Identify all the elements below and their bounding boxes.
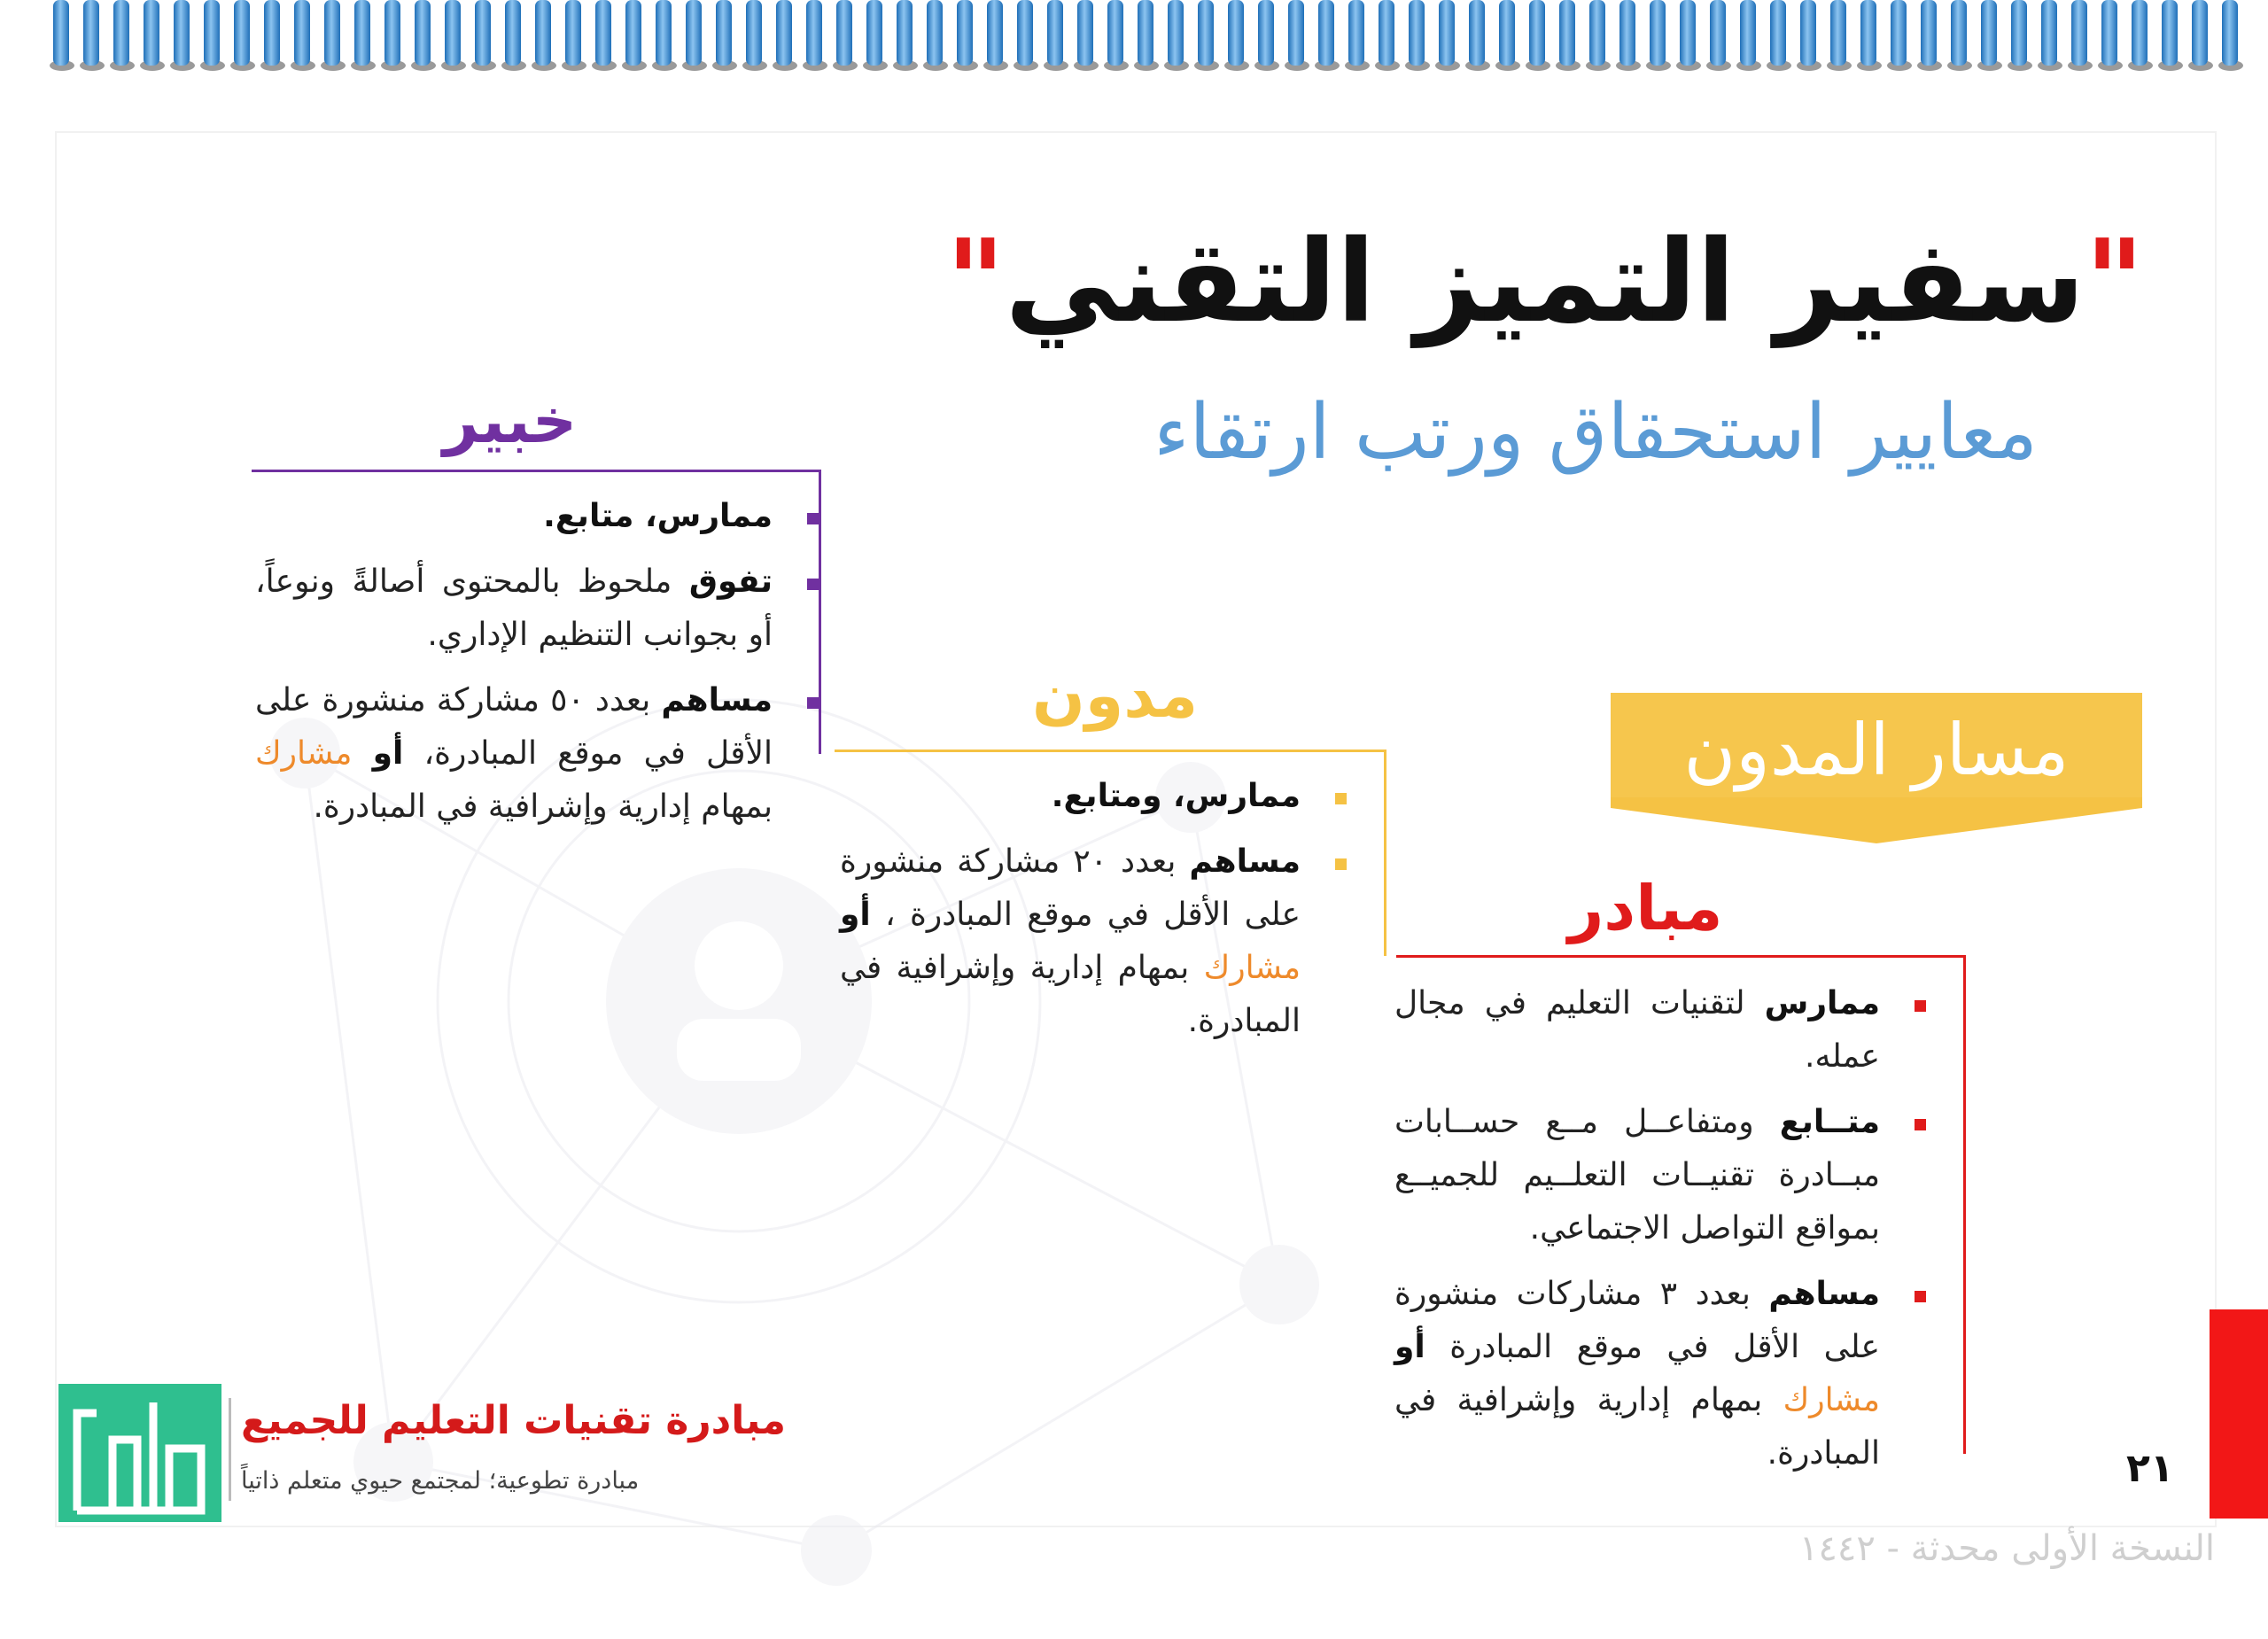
coil-ring <box>324 0 340 66</box>
coil-ring <box>987 0 1003 66</box>
item-or: أو <box>1394 1329 1425 1365</box>
coil-ring <box>595 0 611 66</box>
rank-title-blogger: مدون <box>1032 659 1199 732</box>
coil-ring <box>1891 0 1907 66</box>
coil-ring <box>957 0 973 66</box>
coil-ring <box>1650 0 1666 66</box>
track-label: مسار المدون <box>1683 709 2070 791</box>
bullet-square-icon <box>1915 1291 1926 1302</box>
item-text: بعدد ٥٠ مشاركة منشورة على الأقل في موقع المبادرة، <box>255 682 773 772</box>
item-text: بعدد ٢٠ مشاركة منشورة على الأقل في موقع المبادرة ، <box>840 843 1301 933</box>
page-title <box>945 216 2144 348</box>
coil-ring <box>866 0 882 66</box>
bullet-square-icon <box>1335 793 1347 804</box>
criteria-panel-blogger <box>835 750 1386 1039</box>
spiral-binding <box>0 0 2268 84</box>
coil-ring <box>746 0 762 66</box>
title-quote-open: " <box>2085 216 2144 348</box>
title-quote-close: " <box>945 216 1006 348</box>
coil-ring <box>475 0 491 66</box>
coil-ring <box>1529 0 1545 66</box>
version-note: النسخة الأولى محدثة - ١٤٤٢ <box>1798 1528 2215 1569</box>
list-item <box>255 555 773 662</box>
coil-ring <box>1318 0 1334 66</box>
item-bold: ممارس، ومتابع. <box>1051 778 1301 814</box>
coil-ring <box>1770 0 1786 66</box>
item-highlight: مشارك <box>255 735 373 772</box>
coil-ring <box>836 0 852 66</box>
coil-ring <box>415 0 431 66</box>
criteria-list <box>1394 958 1880 1480</box>
list-item <box>255 674 773 834</box>
list-item <box>1394 1268 1880 1480</box>
coil-ring <box>1981 0 1997 66</box>
coil-ring <box>1107 0 1123 66</box>
rank-title-initiator: مبادر <box>1568 872 1723 944</box>
coil-ring <box>1168 0 1184 66</box>
bullet-square-icon <box>1915 1000 1926 1012</box>
coil-ring <box>1619 0 1635 66</box>
coil-ring <box>2011 0 2027 66</box>
item-tail: بمهام إدارية وإشرافية في المبادرة. <box>840 950 1301 1039</box>
page-subtitle: معايير استحقاق ورتب ارتقاء <box>1153 388 2038 477</box>
coil-ring <box>354 0 370 66</box>
coil-ring <box>1047 0 1063 66</box>
coil-ring <box>1258 0 1274 66</box>
coil-ring <box>656 0 672 66</box>
coil-ring <box>1138 0 1153 66</box>
coil-ring <box>897 0 913 66</box>
list-item <box>840 770 1301 823</box>
bullet-square-icon <box>807 697 819 709</box>
coil-ring <box>1228 0 1244 66</box>
rank-title-expert: خبير <box>443 385 578 457</box>
coil-ring <box>445 0 461 66</box>
item-tail: بمهام إدارية وإشرافية في المبادرة. <box>313 788 773 825</box>
coil-ring <box>2162 0 2178 66</box>
coil-ring <box>776 0 792 66</box>
criteria-list <box>255 472 773 834</box>
coil-ring <box>294 0 310 66</box>
item-bold: ممارس، متابع. <box>543 498 773 534</box>
coil-ring <box>927 0 943 66</box>
item-text: ملحوظ بالمحتوى أصالةً ونوعاً، أو بجوانب التنظيم الإداري. <box>255 563 773 653</box>
item-text: بعدد ٣ مشاركات منشورة على الأقل في موقع المبادرة <box>1394 1276 1880 1365</box>
coil-ring <box>1469 0 1485 66</box>
item-text: لتقنيات التعليم في مجال عمله. <box>1394 985 1880 1075</box>
coil-ring <box>1288 0 1304 66</box>
coil-ring <box>144 0 159 66</box>
page-edge-tab <box>2210 1309 2268 1519</box>
coil-ring <box>1348 0 1364 66</box>
item-bold: مساهم <box>1768 1276 1880 1312</box>
coil-ring <box>234 0 250 66</box>
list-item <box>255 490 773 543</box>
coil-ring <box>1800 0 1816 66</box>
coil-ring <box>1589 0 1605 66</box>
coil-ring <box>113 0 129 66</box>
coil-ring <box>1680 0 1696 66</box>
list-item <box>840 835 1301 1048</box>
coil-ring <box>2132 0 2148 66</box>
item-text: ومتفاعــل مــع حســابات مبــادرة تقنيــات التعلــيم للجميــع بمواقع التواصل الاجتماعي. <box>1394 1104 1880 1247</box>
coil-ring <box>2101 0 2117 66</box>
coil-ring <box>1830 0 1846 66</box>
coil-ring <box>2192 0 2208 66</box>
bullet-square-icon <box>807 579 819 590</box>
coil-ring <box>1379 0 1394 66</box>
coil-ring <box>384 0 400 66</box>
item-bold: ممارس <box>1764 985 1880 1021</box>
coil-ring <box>53 0 69 66</box>
coil-ring <box>1198 0 1214 66</box>
coil-ring <box>686 0 702 66</box>
coil-ring <box>535 0 551 66</box>
bullet-square-icon <box>1335 858 1347 870</box>
item-bold: مساهم <box>1189 843 1301 880</box>
coil-ring <box>1921 0 1937 66</box>
coil-ring <box>1499 0 1515 66</box>
coil-ring <box>1559 0 1575 66</box>
coil-ring <box>505 0 521 66</box>
initiative-tagline: مبادرة تطوعية؛ لمجتمع حيوي متعلم ذاتياً <box>241 1467 640 1495</box>
coil-ring <box>2222 0 2238 66</box>
item-bold: متــابع <box>1779 1104 1880 1140</box>
title-text: سفير التميز التقني <box>1005 216 2085 348</box>
item-bold: مساهم <box>661 682 773 719</box>
page-number: ٢١ <box>2126 1446 2174 1491</box>
item-bold: تفوق <box>688 563 773 600</box>
coil-ring <box>2041 0 2057 66</box>
list-item <box>1394 977 1880 1084</box>
coil-ring <box>1409 0 1425 66</box>
footer-divider <box>229 1398 231 1501</box>
coil-ring <box>204 0 220 66</box>
coil-ring <box>716 0 732 66</box>
coil-ring <box>2071 0 2087 66</box>
coil-ring <box>565 0 581 66</box>
coil-ring <box>83 0 99 66</box>
criteria-panel-expert <box>252 470 821 825</box>
track-banner <box>1611 693 2142 843</box>
criteria-panel-initiator <box>1394 955 1966 1472</box>
bullet-square-icon <box>807 513 819 524</box>
coil-ring <box>806 0 822 66</box>
bullet-square-icon <box>1915 1119 1926 1130</box>
coil-ring <box>1017 0 1033 66</box>
item-highlight: مشارك <box>1203 950 1301 986</box>
list-item <box>1394 1096 1880 1255</box>
coil-ring <box>1951 0 1967 66</box>
item-tail: بمهام إدارية وإشرافية في المبادرة. <box>1394 1382 1880 1472</box>
criteria-list <box>840 752 1301 1048</box>
item-or: أو <box>372 735 404 772</box>
coil-ring <box>1439 0 1455 66</box>
coil-ring <box>174 0 190 66</box>
coil-ring <box>625 0 641 66</box>
item-or: أو <box>840 897 871 933</box>
item-highlight: مشارك <box>1783 1382 1880 1418</box>
coil-ring <box>1860 0 1876 66</box>
coil-ring <box>1710 0 1726 66</box>
coil-ring <box>1077 0 1093 66</box>
initiative-name: مبادرة تقنيات التعليم للجميع <box>241 1398 786 1443</box>
initiative-logo-icon <box>58 1384 221 1522</box>
coil-ring <box>264 0 280 66</box>
coil-ring <box>1740 0 1756 66</box>
